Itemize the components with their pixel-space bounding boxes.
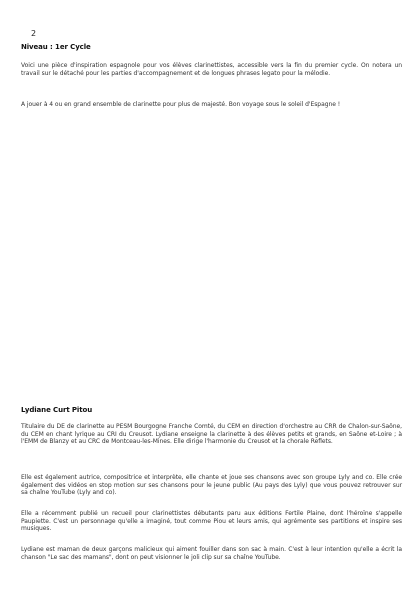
level-heading: Niveau : 1er Cycle: [21, 43, 91, 51]
level-paragraph-1: Voici une pièce d'inspiration espagnole pour vos élèves clarinettistes, accessible vers la fin du premier cycle. On notera un travail sur le détaché pour les parties d'accompagnement et de longues phrases legato pour la mélodie.: [21, 62, 402, 77]
author-heading: Lydiane Curt Pitou: [21, 406, 93, 414]
level-paragraph-2: A jouer à 4 ou en grand ensemble de clarinette pour plus de majesté. Bon voyage sous le soleil d'Espagne !: [21, 101, 341, 108]
author-paragraph-1: Titulaire du DE de clarinette au PESM Bourgogne Franche Comté, du CEM en direction d'orchestre au CRR de Chalon-sur-Saône, du CEM en chant lyrique au CRI du Creusot. Lydiane enseigne la clarinette à des élèves petits et grands, en Saône et-Loire ; à l'EMM de Blanzy et au CRC de Montceau-les-Mines. Elle dirige l'harmonie du Creusot et la chorale Reflets.: [21, 423, 402, 446]
author-paragraph-2: Elle est également autrice, compositrice et interprète, elle chante et joue ses chansons avec son groupe Lyly and co. Elle crée également des vidéos en stop motion sur ses chansons pour le jeune public (Au pays des Lyly) que vous pouvez retrouver sur sa chaîne YouTube (Lyly and co).: [21, 474, 402, 497]
page-number: 2: [31, 29, 37, 38]
author-paragraph-3: Elle a récemment publié un recueil pour clarinettistes débutants paru aux éditions Fertile Plaine, dont l'héroïne s'appelle Paupiette. C'est un personnage qu'elle a imaginé, tout comme Piou et leurs amis, qui agrémente ses partitions et inspire ses musiques.: [21, 510, 402, 533]
author-paragraph-4: Lydiane est maman de deux garçons malicieux qui aiment fouiller dans son sac à main. C'est à leur intention qu'elle a écrit la chanson "Le sac des mamans", dont on peut visionner le joli clip sur sa chaîne YouTube.: [21, 546, 402, 561]
